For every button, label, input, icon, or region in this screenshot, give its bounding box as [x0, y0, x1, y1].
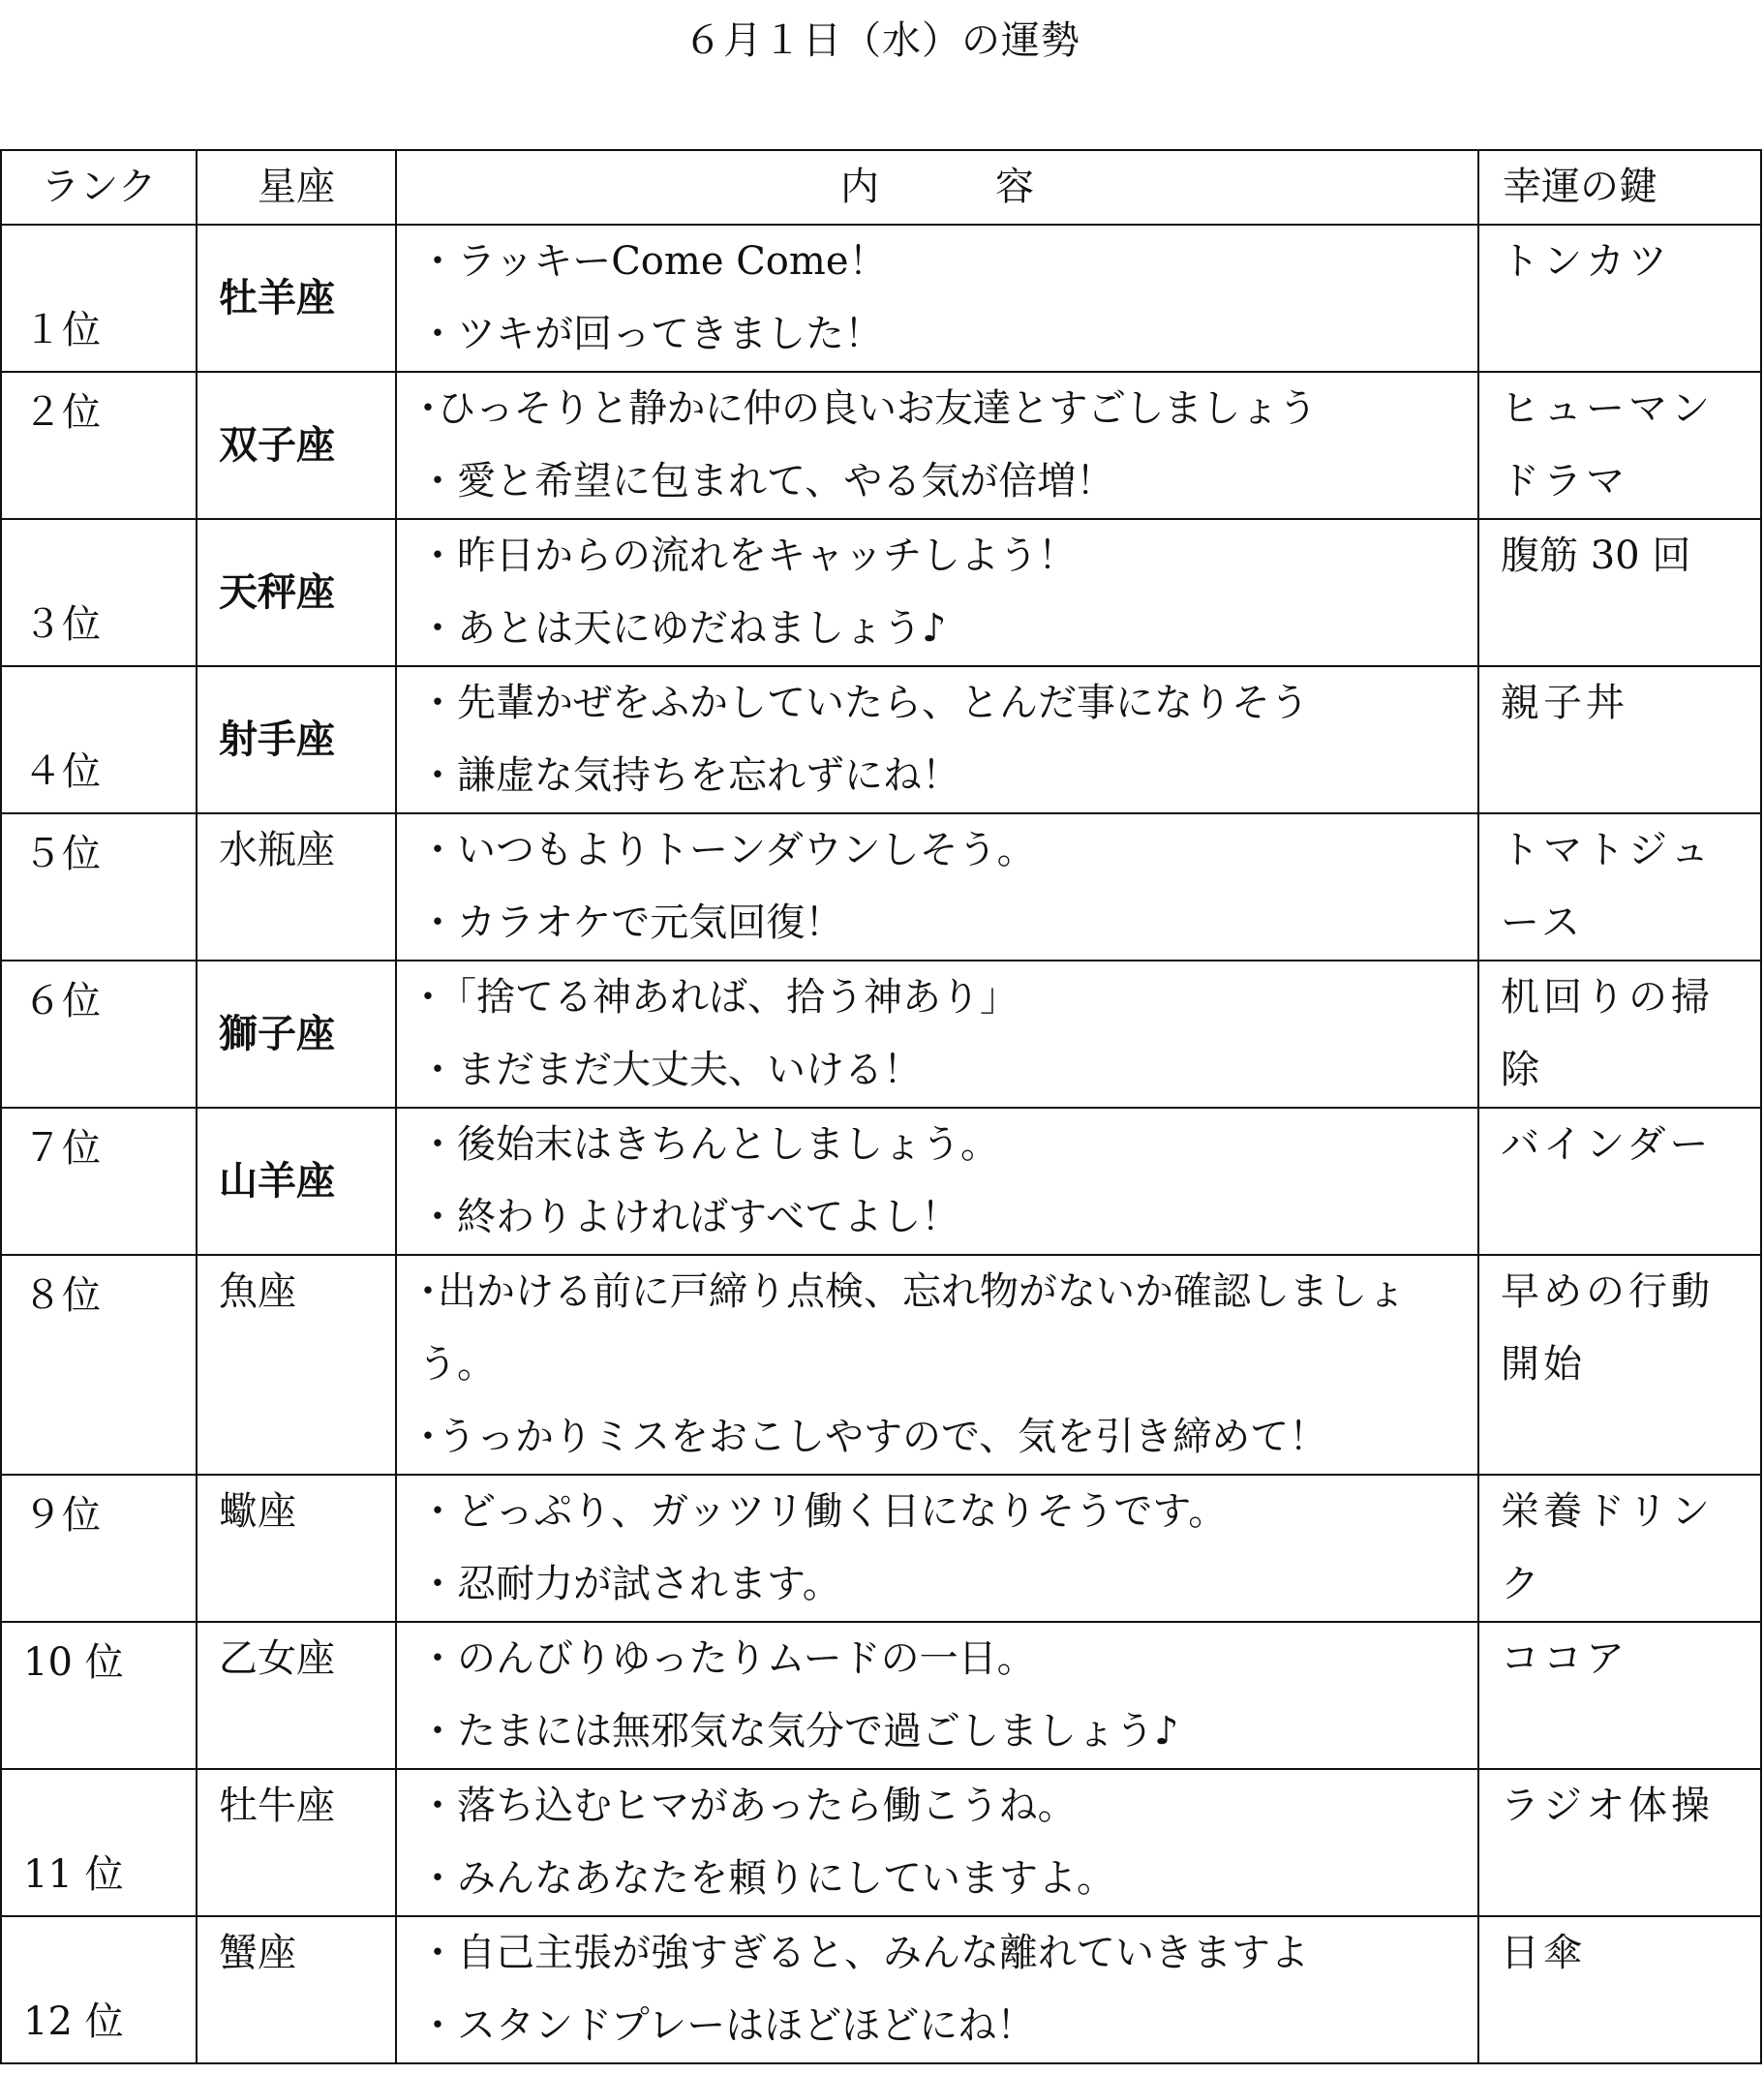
table-row	[1, 1622, 1761, 1769]
lucky-key-cell: ラジオ体操	[1478, 1769, 1761, 1916]
sign-cell: 双子座	[197, 372, 396, 519]
rank-cell	[1, 813, 197, 961]
rank-label: ７位	[23, 1126, 101, 1171]
content-cell	[396, 1475, 1478, 1622]
content-line: ・たまには無邪気な気分で過ごしましょう♪	[418, 1709, 1179, 1754]
lucky-key-cell: 日傘	[1478, 1916, 1761, 2063]
content-line: ・まだまだ大丈夫、いける！	[418, 1048, 922, 1092]
content-line: ・あとは天にゆだねましょう♪	[418, 606, 947, 651]
lucky-key-cell: ヒューマンドラマ	[1478, 372, 1761, 519]
content-line: ・どっぷり、ガッツリ働く日になりそうです。	[418, 1489, 1228, 1534]
content-cell	[396, 1108, 1478, 1255]
rank-cell	[1, 1255, 197, 1475]
header-content: 内 容	[396, 150, 1478, 225]
content-line: ・終わりよければすべてよし！	[418, 1195, 960, 1239]
sign-cell: 天秤座	[197, 519, 396, 666]
table-row	[1, 961, 1761, 1108]
content-line: ・謙虚な気持ちを忘れずにね！	[418, 753, 960, 798]
sign-cell: 蟹座	[197, 1916, 396, 2063]
table-row	[1, 1916, 1761, 2063]
table-header-row	[1, 150, 1761, 225]
rank-label: ８位	[23, 1273, 101, 1318]
lucky-key-cell: 早めの行動開始	[1478, 1255, 1761, 1475]
rank-cell: ３位	[1, 519, 197, 666]
rank-cell	[1, 1108, 197, 1255]
content-line: ･ひっそりと静かに仲の良いお友達とすごしましょう	[418, 386, 1317, 431]
content-cell	[396, 813, 1478, 961]
rank-cell: ４位	[1, 666, 197, 813]
lucky-key-cell: トンカツ	[1478, 225, 1761, 372]
content-cell	[396, 519, 1478, 666]
sign-cell: 獅子座	[197, 961, 396, 1108]
table-row	[1, 813, 1761, 961]
content-line: ・愛と希望に包まれて、やる気が倍増！	[418, 459, 1115, 503]
rank-cell: 12 位	[1, 1916, 197, 2063]
content-cell	[396, 961, 1478, 1108]
sign-cell: 山羊座	[197, 1108, 396, 1255]
page-title: ６月１日（水）の運勢	[684, 18, 1080, 63]
table-row	[1, 1108, 1761, 1255]
content-line: ・いつもよりトーンダウンしそう。	[418, 828, 1036, 872]
header-sign: 星座	[197, 150, 396, 225]
content-line: ･出かける前に戸締り点検、忘れ物がないか確認しましょう。	[418, 1269, 1406, 1387]
content-line: ・先輩かぜをふかしていたら、とんだ事になりそう	[418, 681, 1309, 725]
table-row	[1, 225, 1761, 372]
rank-cell: １位	[1, 225, 197, 372]
rank-cell: 11 位	[1, 1769, 197, 1916]
content-cell	[396, 666, 1478, 813]
sign-cell: 射手座	[197, 666, 396, 813]
content-line: ･うっかりミスをおこしやすので、気を引き締めて！	[418, 1415, 1328, 1459]
rank-cell	[1, 1622, 197, 1769]
table-row	[1, 519, 1761, 666]
lucky-key-cell: トマトジュース	[1478, 813, 1761, 961]
content-line: ・忍耐力が試されます。	[418, 1562, 841, 1606]
content-cell	[396, 225, 1478, 372]
rank-cell	[1, 372, 197, 519]
table-row	[1, 1769, 1761, 1916]
content-cell	[396, 1255, 1478, 1475]
lucky-key-cell: バインダー	[1478, 1108, 1761, 1255]
content-line: ・ツキが回ってきました！	[418, 312, 883, 356]
content-line: ・落ち込むヒマがあったら働こうね。	[418, 1784, 1077, 1828]
lucky-key-cell: 腹筋 30 回	[1478, 519, 1761, 666]
sign-cell: 蠍座	[197, 1475, 396, 1622]
rank-cell	[1, 1475, 197, 1622]
table-row	[1, 1255, 1761, 1475]
content-line: ・自己主張が強すぎると、みんな離れていきますよ	[418, 1931, 1309, 1975]
table-row	[1, 1475, 1761, 1622]
table-row	[1, 372, 1761, 519]
content-line: ・昨日からの流れをキャッチしよう！	[418, 534, 1077, 578]
lucky-key-cell: 親子丼	[1478, 666, 1761, 813]
content-line: ・ラッキーCome Come！	[418, 239, 888, 284]
sign-cell: 牡羊座	[197, 225, 396, 372]
content-line: ・カラオケで元気回復！	[418, 900, 844, 945]
header-lucky-key: 幸運の鍵	[1478, 150, 1761, 225]
rank-label: ９位	[23, 1493, 101, 1538]
rank-label: ５位	[23, 832, 101, 876]
content-line: ・後始末はきちんとしましょう。	[418, 1122, 999, 1167]
fortune-table	[0, 149, 1762, 2064]
content-line: ･「捨てる神あれば、拾う神あり」	[418, 975, 1019, 1020]
lucky-key-cell: 机回りの掃除	[1478, 961, 1761, 1108]
content-line: ・のんびりゆったりムードの一日。	[418, 1636, 1036, 1681]
content-cell	[396, 1622, 1478, 1769]
content-cell	[396, 1916, 1478, 2063]
content-cell	[396, 372, 1478, 519]
rank-cell	[1, 961, 197, 1108]
rank-label: ２位	[23, 390, 101, 435]
sign-cell: 魚座	[197, 1255, 396, 1475]
lucky-key-cell: 栄養ドリンク	[1478, 1475, 1761, 1622]
table-row	[1, 666, 1761, 813]
content-line: ・スタンドプレーはほどほどにね！	[418, 2003, 1036, 2048]
sign-cell: 乙女座	[197, 1622, 396, 1769]
lucky-key-cell: ココア	[1478, 1622, 1761, 1769]
content-line: ・みんなあなたを頼りにしていますよ。	[418, 1856, 1115, 1901]
sign-cell: 牡牛座	[197, 1769, 396, 1916]
rank-label: 10 位	[23, 1640, 124, 1685]
header-rank: ランク	[1, 150, 197, 225]
sign-cell: 水瓶座	[197, 813, 396, 961]
rank-label: ６位	[23, 979, 101, 1023]
content-cell	[396, 1769, 1478, 1916]
